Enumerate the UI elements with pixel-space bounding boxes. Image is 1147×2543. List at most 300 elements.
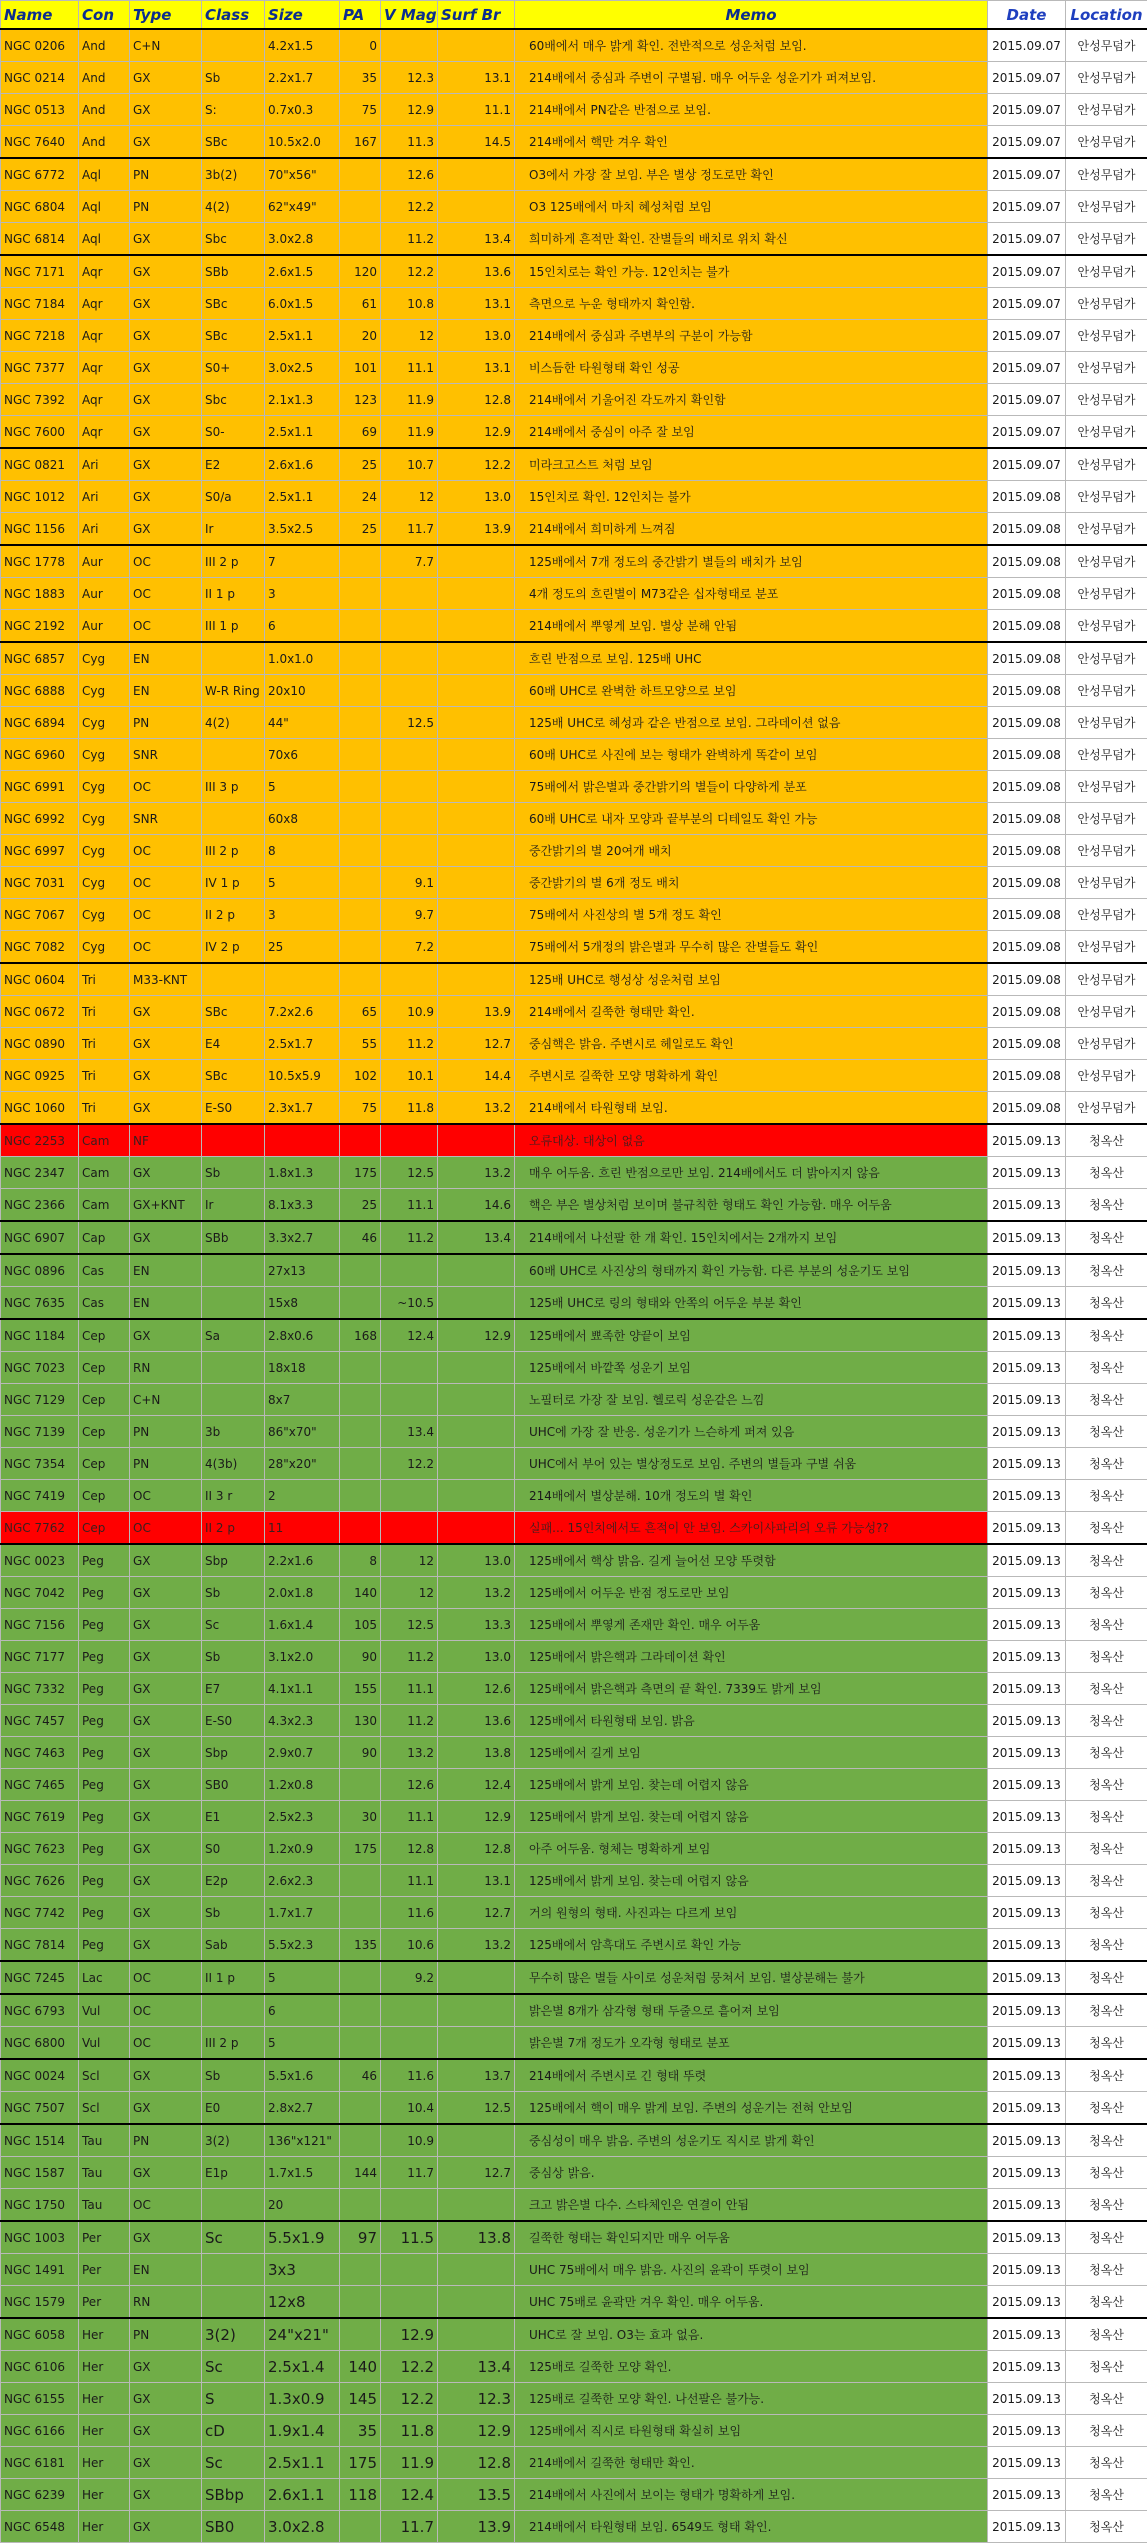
con-cell: Tau <box>79 2189 130 2222</box>
date-cell: 2015.09.13 <box>988 1609 1066 1641</box>
size-cell: 5.5x1.6 <box>265 2059 340 2092</box>
table-row <box>1 1897 1147 1929</box>
memo-cell: 214배에서 희미하게 느껴짐 <box>515 513 988 546</box>
table-row <box>1 62 1147 94</box>
name-cell: NGC 7082 <box>1 931 79 964</box>
name-cell: NGC 0896 <box>1 1254 79 1287</box>
vmag-cell <box>381 1124 438 1157</box>
pa-cell <box>340 158 381 191</box>
location-cell: 안성무덤가 <box>1066 1028 1147 1060</box>
surf-br-cell <box>438 1512 515 1545</box>
surf-br-cell: 12.8 <box>438 2447 515 2479</box>
size-cell: 1.7x1.5 <box>265 2157 340 2189</box>
location-cell: 안성무덤가 <box>1066 320 1147 352</box>
location-cell: 안성무덤가 <box>1066 384 1147 416</box>
name-cell: NGC 6155 <box>1 2383 79 2415</box>
name-cell: NGC 6772 <box>1 158 79 191</box>
class-cell: SBb <box>202 255 265 288</box>
memo-cell: 중간밝기의 별 6개 정도 배치 <box>515 867 988 899</box>
pa-cell <box>340 578 381 610</box>
date-cell: 2015.09.13 <box>988 2059 1066 2092</box>
location-cell: 청옥산 <box>1066 2254 1147 2286</box>
surf-br-cell <box>438 1480 515 1512</box>
surf-br-cell <box>438 739 515 771</box>
type-cell: GX+KNT <box>130 1189 202 1222</box>
date-cell: 2015.09.07 <box>988 384 1066 416</box>
name-cell: NGC 6166 <box>1 2415 79 2447</box>
pa-cell: 75 <box>340 1092 381 1125</box>
surf-br-cell: 13.8 <box>438 2221 515 2254</box>
con-cell: Peg <box>79 1577 130 1609</box>
memo-cell: 125배에서 밝게 보임. 찾는데 어렵지 않음 <box>515 1865 988 1897</box>
con-cell: Tau <box>79 2157 130 2189</box>
name-cell: NGC 2192 <box>1 610 79 643</box>
size-cell: 5 <box>265 2027 340 2060</box>
class-cell: II 1 p <box>202 578 265 610</box>
type-cell: GX <box>130 1673 202 1705</box>
table-row <box>1 2447 1147 2479</box>
table-row <box>1 867 1147 899</box>
surf-br-cell <box>438 1352 515 1384</box>
date-cell: 2015.09.13 <box>988 1416 1066 1448</box>
size-cell <box>265 1124 340 1157</box>
size-cell: 2.0x1.8 <box>265 1577 340 1609</box>
location-cell: 안성무덤가 <box>1066 416 1147 449</box>
size-cell: 7.2x2.6 <box>265 996 340 1028</box>
memo-cell: 214배에서 뿌옇게 보임. 별상 분해 안됨 <box>515 610 988 643</box>
class-cell: SB0 <box>202 1769 265 1801</box>
pa-cell: 175 <box>340 1833 381 1865</box>
date-cell: 2015.09.07 <box>988 255 1066 288</box>
location-cell: 청옥산 <box>1066 1287 1147 1320</box>
location-cell: 청옥산 <box>1066 1609 1147 1641</box>
class-cell <box>202 739 265 771</box>
table-row <box>1 191 1147 223</box>
memo-cell: 214배에서 타원형태 보임. <box>515 1092 988 1125</box>
name-cell: NGC 6548 <box>1 2511 79 2543</box>
name-cell: NGC 7762 <box>1 1512 79 1545</box>
pa-cell: 20 <box>340 320 381 352</box>
class-cell: E4 <box>202 1028 265 1060</box>
name-cell: NGC 0604 <box>1 963 79 996</box>
con-cell: Cyg <box>79 707 130 739</box>
vmag-cell: 11.1 <box>381 1189 438 1222</box>
date-cell: 2015.09.13 <box>988 2351 1066 2383</box>
surf-br-cell <box>438 2318 515 2351</box>
memo-cell: 75배에서 5개정의 밝은별과 무수히 많은 잔별들도 확인 <box>515 931 988 964</box>
class-cell: Sc <box>202 2221 265 2254</box>
con-cell: Cep <box>79 1319 130 1352</box>
pa-cell <box>340 1865 381 1897</box>
date-cell: 2015.09.13 <box>988 1994 1066 2027</box>
pa-cell <box>340 2511 381 2543</box>
surf-br-cell: 13.5 <box>438 2479 515 2511</box>
type-cell: GX <box>130 384 202 416</box>
location-cell: 안성무덤가 <box>1066 803 1147 835</box>
location-cell: 청옥산 <box>1066 1705 1147 1737</box>
type-cell: GX <box>130 2511 202 2543</box>
date-cell: 2015.09.13 <box>988 1384 1066 1416</box>
table-row <box>1 1705 1147 1737</box>
name-cell: NGC 6991 <box>1 771 79 803</box>
con-cell: Cas <box>79 1254 130 1287</box>
table-row <box>1 1221 1147 1254</box>
con-cell: Ari <box>79 481 130 513</box>
con-cell: Cyg <box>79 899 130 931</box>
size-cell: 2.6x2.3 <box>265 1865 340 1897</box>
memo-cell: UHC 75배로 윤곽만 겨우 확인. 매우 어두움. <box>515 2286 988 2319</box>
vmag-cell: 11.8 <box>381 2415 438 2447</box>
memo-cell: 주변시로 길쭉한 모양 명확하게 확인 <box>515 1060 988 1092</box>
date-cell: 2015.09.08 <box>988 963 1066 996</box>
location-cell: 청옥산 <box>1066 1221 1147 1254</box>
con-cell: And <box>79 94 130 126</box>
table-row <box>1 2479 1147 2511</box>
con-cell: Peg <box>79 1929 130 1962</box>
date-cell: 2015.09.13 <box>988 2221 1066 2254</box>
surf-br-cell: 12.5 <box>438 2092 515 2125</box>
size-cell: 27x13 <box>265 1254 340 1287</box>
memo-cell: 125배에서 바깥쪽 성운기 보임 <box>515 1352 988 1384</box>
surf-br-cell: 13.0 <box>438 481 515 513</box>
size-cell: 70x6 <box>265 739 340 771</box>
date-cell: 2015.09.07 <box>988 288 1066 320</box>
type-cell: EN <box>130 642 202 675</box>
date-cell: 2015.09.13 <box>988 2092 1066 2125</box>
con-cell: Cyg <box>79 771 130 803</box>
con-cell: Peg <box>79 1897 130 1929</box>
con-cell: Aql <box>79 223 130 256</box>
memo-cell: 무수히 많은 별들 사이로 성운처럼 뭉쳐서 보임. 별상분해는 불가 <box>515 1961 988 1994</box>
vmag-cell: 11.1 <box>381 1865 438 1897</box>
con-cell: Cam <box>79 1124 130 1157</box>
name-cell: NGC 6814 <box>1 223 79 256</box>
class-cell: SBc <box>202 288 265 320</box>
con-cell: Cep <box>79 1512 130 1545</box>
name-cell: NGC 0672 <box>1 996 79 1028</box>
type-cell: OC <box>130 867 202 899</box>
class-cell: Sbp <box>202 1544 265 1577</box>
name-cell: NGC 7465 <box>1 1769 79 1801</box>
location-cell: 안성무덤가 <box>1066 223 1147 256</box>
surf-br-cell: 13.4 <box>438 223 515 256</box>
size-cell: 1.6x1.4 <box>265 1609 340 1641</box>
type-cell: GX <box>130 1801 202 1833</box>
pa-cell: 61 <box>340 288 381 320</box>
size-cell: 2.5x1.7 <box>265 1028 340 1060</box>
class-cell <box>202 803 265 835</box>
name-cell: NGC 7184 <box>1 288 79 320</box>
class-cell: Sb <box>202 62 265 94</box>
con-cell: Cep <box>79 1480 130 1512</box>
type-cell: GX <box>130 62 202 94</box>
size-cell: 60x8 <box>265 803 340 835</box>
name-cell: NGC 0206 <box>1 29 79 62</box>
con-cell: Cas <box>79 1287 130 1320</box>
class-cell: III 1 p <box>202 610 265 643</box>
memo-cell: 125배로 길쭉한 모양 확인. <box>515 2351 988 2383</box>
date-cell: 2015.09.13 <box>988 2124 1066 2157</box>
type-cell: GX <box>130 1092 202 1125</box>
memo-cell: 125배로 길쭉한 모양 확인. 나선팔은 불가능. <box>515 2383 988 2415</box>
date-cell: 2015.09.13 <box>988 2511 1066 2543</box>
type-cell: GX <box>130 255 202 288</box>
date-cell: 2015.09.13 <box>988 1352 1066 1384</box>
vmag-cell <box>381 1994 438 2027</box>
name-cell: NGC 6800 <box>1 2027 79 2060</box>
con-cell: Cam <box>79 1157 130 1189</box>
memo-cell: 15인치로 확인. 12인치는 불가 <box>515 481 988 513</box>
memo-cell: 실패... 15인치에서도 흔적이 안 보임. 스카이사파리의 오류 가능성?? <box>515 1512 988 1545</box>
size-cell: 4.1x1.1 <box>265 1673 340 1705</box>
con-cell: Lac <box>79 1961 130 1994</box>
con-cell: Scl <box>79 2059 130 2092</box>
table-row <box>1 94 1147 126</box>
name-cell: NGC 7600 <box>1 416 79 449</box>
location-cell: 청옥산 <box>1066 1352 1147 1384</box>
type-cell: OC <box>130 899 202 931</box>
class-cell: E7 <box>202 1673 265 1705</box>
surf-br-cell <box>438 1416 515 1448</box>
vmag-cell: 11.7 <box>381 2157 438 2189</box>
size-cell: 2.5x1.1 <box>265 320 340 352</box>
pa-cell: 105 <box>340 1609 381 1641</box>
pa-cell: 90 <box>340 1641 381 1673</box>
con-cell: Peg <box>79 1673 130 1705</box>
vmag-cell: 11.2 <box>381 1705 438 1737</box>
class-cell <box>202 1994 265 2027</box>
pa-cell <box>340 2027 381 2060</box>
pa-cell <box>340 867 381 899</box>
pa-cell: 130 <box>340 1705 381 1737</box>
memo-cell: 길쭉한 형태는 확인되지만 매우 어두움 <box>515 2221 988 2254</box>
memo-cell: O3 125배에서 마치 혜성처럼 보임 <box>515 191 988 223</box>
con-cell: Aur <box>79 545 130 578</box>
pa-cell <box>340 707 381 739</box>
location-cell: 청옥산 <box>1066 1673 1147 1705</box>
location-cell: 안성무덤가 <box>1066 1060 1147 1092</box>
table-row <box>1 2318 1147 2351</box>
table-row <box>1 610 1147 643</box>
con-cell: Cyg <box>79 642 130 675</box>
vmag-cell <box>381 771 438 803</box>
location-cell: 청옥산 <box>1066 2351 1147 2383</box>
size-cell: 1.0x1.0 <box>265 642 340 675</box>
table-row <box>1 1092 1147 1125</box>
vmag-cell: 12.4 <box>381 1319 438 1352</box>
surf-br-cell: 13.0 <box>438 320 515 352</box>
memo-cell: 214배에서 주변시로 긴 형태 뚜렷 <box>515 2059 988 2092</box>
date-cell: 2015.09.08 <box>988 835 1066 867</box>
name-cell: NGC 7042 <box>1 1577 79 1609</box>
surf-br-cell <box>438 2254 515 2286</box>
name-cell: NGC 7023 <box>1 1352 79 1384</box>
surf-br-cell: 13.2 <box>438 1092 515 1125</box>
location-cell: 안성무덤가 <box>1066 288 1147 320</box>
date-cell: 2015.09.13 <box>988 1124 1066 1157</box>
size-cell: 5.5x2.3 <box>265 1929 340 1962</box>
name-cell: NGC 7635 <box>1 1287 79 1320</box>
date-cell: 2015.09.07 <box>988 223 1066 256</box>
class-cell: Sab <box>202 1929 265 1962</box>
type-cell: GX <box>130 481 202 513</box>
location-cell: 안성무덤가 <box>1066 158 1147 191</box>
pa-cell: 35 <box>340 2415 381 2447</box>
class-cell: II 3 r <box>202 1480 265 1512</box>
type-cell: OC <box>130 1961 202 1994</box>
memo-cell: 아주 어두움. 형체는 명확하게 보임 <box>515 1833 988 1865</box>
table-row <box>1 1319 1147 1352</box>
memo-cell: 125배에서 7개 정도의 중간밝기 별들의 배치가 보임 <box>515 545 988 578</box>
location-cell: 청옥산 <box>1066 1897 1147 1929</box>
surf-br-cell <box>438 931 515 964</box>
date-cell: 2015.09.08 <box>988 996 1066 1028</box>
surf-br-cell <box>438 578 515 610</box>
table-row <box>1 2157 1147 2189</box>
class-cell <box>202 2254 265 2286</box>
pa-cell <box>340 1961 381 1994</box>
date-cell: 2015.09.13 <box>988 2383 1066 2415</box>
header-location: Location <box>1066 1 1147 30</box>
type-cell: GX <box>130 416 202 449</box>
name-cell: NGC 1778 <box>1 545 79 578</box>
date-cell: 2015.09.07 <box>988 62 1066 94</box>
name-cell: NGC 0214 <box>1 62 79 94</box>
name-cell: NGC 7139 <box>1 1416 79 1448</box>
vmag-cell: 7.2 <box>381 931 438 964</box>
name-cell: NGC 7067 <box>1 899 79 931</box>
surf-br-cell: 12.3 <box>438 2383 515 2415</box>
pa-cell: 46 <box>340 1221 381 1254</box>
type-cell: OC <box>130 1480 202 1512</box>
location-cell: 청옥산 <box>1066 1801 1147 1833</box>
memo-cell: UHC로 잘 보임. O3는 효과 없음. <box>515 2318 988 2351</box>
header-date: Date <box>988 1 1066 30</box>
size-cell: 2.5x1.4 <box>265 2351 340 2383</box>
name-cell: NGC 7619 <box>1 1801 79 1833</box>
pa-cell: 167 <box>340 126 381 159</box>
surf-br-cell: 12.9 <box>438 416 515 449</box>
location-cell: 안성무덤가 <box>1066 255 1147 288</box>
type-cell: GX <box>130 1769 202 1801</box>
date-cell: 2015.09.13 <box>988 1254 1066 1287</box>
type-cell: RN <box>130 2286 202 2319</box>
con-cell: Peg <box>79 1769 130 1801</box>
con-cell: Peg <box>79 1641 130 1673</box>
vmag-cell: 10.8 <box>381 288 438 320</box>
vmag-cell: 10.4 <box>381 2092 438 2125</box>
table-row <box>1 2221 1147 2254</box>
surf-br-cell <box>438 29 515 62</box>
con-cell: Peg <box>79 1833 130 1865</box>
date-cell: 2015.09.08 <box>988 771 1066 803</box>
pa-cell <box>340 963 381 996</box>
vmag-cell <box>381 1384 438 1416</box>
pa-cell: 118 <box>340 2479 381 2511</box>
size-cell: 3.1x2.0 <box>265 1641 340 1673</box>
surf-br-cell <box>438 2027 515 2060</box>
pa-cell: 144 <box>340 2157 381 2189</box>
memo-cell: 60배 UHC로 완벽한 하트모양으로 보임 <box>515 675 988 707</box>
name-cell: NGC 7507 <box>1 2092 79 2125</box>
name-cell: NGC 1012 <box>1 481 79 513</box>
surf-br-cell <box>438 191 515 223</box>
memo-cell: 15인치로는 확인 가능. 12인치는 불가 <box>515 255 988 288</box>
size-cell: 2.1x1.3 <box>265 384 340 416</box>
surf-br-cell: 12.8 <box>438 384 515 416</box>
name-cell: NGC 1579 <box>1 2286 79 2319</box>
class-cell: III 2 p <box>202 545 265 578</box>
class-cell <box>202 2189 265 2222</box>
type-cell: GX <box>130 1221 202 1254</box>
name-cell: NGC 7031 <box>1 867 79 899</box>
memo-cell: 125배에서 뿌옇게 존재만 확인. 매우 어두움 <box>515 1609 988 1641</box>
size-cell: 15x8 <box>265 1287 340 1320</box>
date-cell: 2015.09.13 <box>988 1221 1066 1254</box>
class-cell: SB0 <box>202 2511 265 2543</box>
class-cell: 3b(2) <box>202 158 265 191</box>
class-cell: Sc <box>202 2351 265 2383</box>
vmag-cell: 12.6 <box>381 1769 438 1801</box>
con-cell: Tri <box>79 1092 130 1125</box>
table-row <box>1 1961 1147 1994</box>
con-cell: Cam <box>79 1189 130 1222</box>
class-cell <box>202 1352 265 1384</box>
type-cell: RN <box>130 1352 202 1384</box>
memo-cell: 125배에서 밝게 보임. 찾는데 어렵지 않음 <box>515 1769 988 1801</box>
table-row <box>1 1189 1147 1222</box>
vmag-cell: 12.4 <box>381 2479 438 2511</box>
pa-cell <box>340 1448 381 1480</box>
date-cell: 2015.09.07 <box>988 352 1066 384</box>
memo-cell: 125배에서 타원형태 보임. 밝음 <box>515 1705 988 1737</box>
vmag-cell <box>381 803 438 835</box>
vmag-cell <box>381 2254 438 2286</box>
vmag-cell: 13.4 <box>381 1416 438 1448</box>
surf-br-cell: 13.2 <box>438 1929 515 1962</box>
date-cell: 2015.09.13 <box>988 2286 1066 2319</box>
memo-cell: 중간밝기의 별 20여개 배치 <box>515 835 988 867</box>
type-cell: GX <box>130 513 202 546</box>
surf-br-cell <box>438 1384 515 1416</box>
class-cell: Sb <box>202 2059 265 2092</box>
size-cell: 5 <box>265 1961 340 1994</box>
date-cell: 2015.09.13 <box>988 1929 1066 1962</box>
name-cell: NGC 6997 <box>1 835 79 867</box>
name-cell: NGC 1003 <box>1 2221 79 2254</box>
surf-br-cell <box>438 642 515 675</box>
type-cell: EN <box>130 675 202 707</box>
con-cell: Scl <box>79 2092 130 2125</box>
table-row <box>1 481 1147 513</box>
name-cell: NGC 7156 <box>1 1609 79 1641</box>
con-cell: Peg <box>79 1705 130 1737</box>
name-cell: NGC 0513 <box>1 94 79 126</box>
location-cell: 안성무덤가 <box>1066 578 1147 610</box>
pa-cell: 25 <box>340 448 381 481</box>
type-cell: GX <box>130 2479 202 2511</box>
location-cell: 안성무덤가 <box>1066 126 1147 159</box>
surf-br-cell: 13.0 <box>438 1544 515 1577</box>
type-cell: OC <box>130 578 202 610</box>
con-cell: Peg <box>79 1865 130 1897</box>
type-cell: GX <box>130 94 202 126</box>
location-cell: 청옥산 <box>1066 1577 1147 1609</box>
size-cell: 3 <box>265 578 340 610</box>
location-cell: 안성무덤가 <box>1066 1092 1147 1125</box>
name-cell: NGC 0821 <box>1 448 79 481</box>
size-cell: 24"x21" <box>265 2318 340 2351</box>
